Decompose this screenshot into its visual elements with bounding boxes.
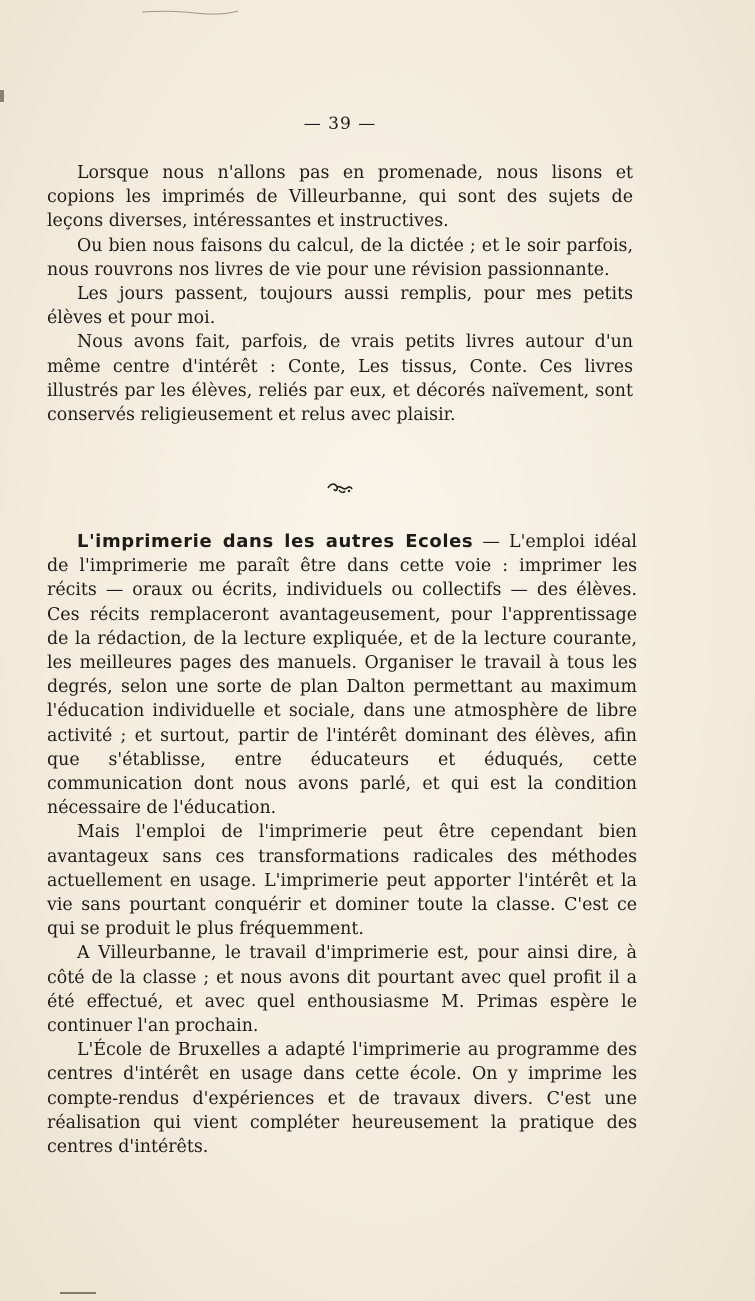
- section-title-continuation: — L'emploi idéal de l'imprimerie me paraît être dans cette voie : imprimer les récits — oraux ou écrits, individuels ou collectifs — des élèves. Ces récits remplaceront avantageusement, pour l'apprentissage de la rédaction, de la lecture expliquée, et de la lecture courante, les meilleures pages des manuels. Organiser le travail à tous les degrés, selon une sorte de plan Dalton permettant au maximum l'éducation individuelle et sociale, dans une atmosphère de libre activité ; et surtout, partir de l'intérêt dominant des élèves, afin que s'établisse, entre éducateurs et éduqués, cette communication dont nous avons parlé, et qui est la condition nécessaire de l'éducation.: [47, 532, 637, 819]
- paragraph: Ou bien nous faisons du calcul, de la dictée ; et le soir parfois, nous rouvrons nos livres de vie pour une révision passionnante.: [47, 235, 633, 280]
- fleuron-icon: [325, 479, 355, 497]
- paragraph: Lorsque nous n'allons pas en promenade, nous lisons et copions les imprimés de Villeurbanne, qui sont des sujets de leçons diverses, intéressantes et instructives.: [47, 163, 633, 232]
- paragraph: A Villeurbanne, le travail d'imprimerie est, pour ainsi dire, à côté de la classe ; et nous avons dit pourtant avec quel profit il a été effectué, et avec quel enthousiasme M. Primas espère le continuer l'an prochain.: [47, 943, 637, 1037]
- paragraph: Mais l'emploi de l'imprimerie peut être cependant bien avantageux sans ces transformations radicales des méthodes actuellement en usage. L'imprimerie peut apporter l'intérêt et la vie sans pourtant conquérir et dominer toute la classe. C'est ce qui se produit le plus fréquemment.: [47, 822, 637, 940]
- margin-mark: [0, 90, 4, 102]
- text-block-top: [47, 161, 633, 427]
- paragraph: Nous avons fait, parfois, de vrais petits livres autour d'un même centre d'intérêt : Conte, Les tissus, Conte. Ces livres illustrés par les élèves, reliés par eux, et décorés naïvement, sont conservés religieusement et relus avec plaisir.: [47, 332, 633, 426]
- bottom-edge-mark: [60, 1292, 96, 1294]
- text-block-section: [47, 530, 637, 1159]
- section-title: L'imprimerie dans les autres Ecoles: [77, 531, 474, 552]
- paragraph: Les jours passent, toujours aussi remplis, pour mes petits élèves et pour moi.: [47, 284, 633, 329]
- page-number: — 39 —: [303, 114, 377, 134]
- paragraph: L'École de Bruxelles a adapté l'imprimerie au programme des centres d'intérêt en usage dans cette école. On y imprime les compte-rendus d'expériences et de travaux divers. C'est une réalisation qui vient compléter heureusement la pratique des centres d'intérêts.: [47, 1040, 637, 1158]
- pencil-scrawl-mark: [140, 0, 240, 6]
- section-paragraph: [47, 530, 637, 820]
